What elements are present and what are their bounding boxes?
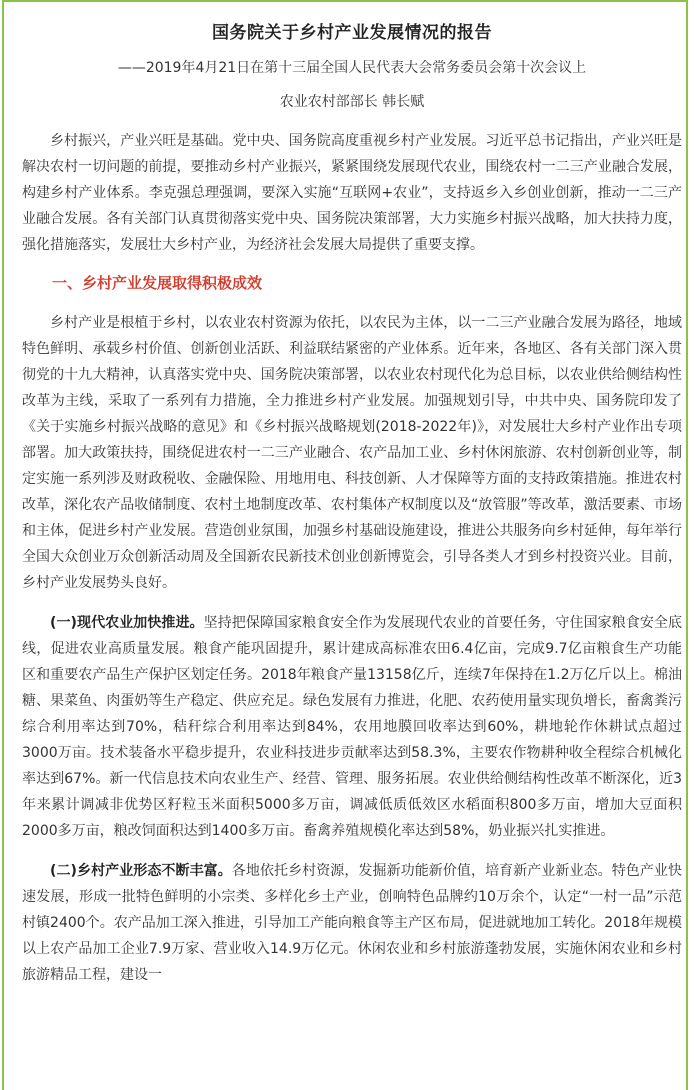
intro-paragraph: 乡村振兴，产业兴旺是基础。党中央、国务院高度重视乡村产业发展。习近平总书记指出，产业兴旺是解决农村一切问题的前提，要推动乡村产业振兴，紧紧围绕发展现代农业，围绕农村一二三产业融合发展，构建乡村产业体系。李克强总理强调，要深入实施“互联网+农业”，支持返乡入乡创业创新，推动一二三产业融合发展。各有关部门认真贯彻落实党中央、国务院决策部署，大力实施乡村振兴战略，加大扶持力度，强化措施落实，发展壮大乡村产业，为经济社会发展大局提供了重要支撑。	[22, 133, 682, 253]
article-subtitle: ——2019年4月21日在第十三届全国人民代表大会常务委员会第十次会议上	[117, 60, 587, 76]
point-body: 坚持把保障国家粮食安全作为发展现代农业的首要任务，守住国家粮食安全底线，促进农业高质量发展。粮食产能巩固提升，累计建成高标准农田6.4亿亩，完成9.7亿亩粮食生产功能区和重要农产品生产保护区划定任务。2018年粮食产量13158亿斤，连续7年保持在1.2万亿斤以上。棉油糖、果菜鱼、肉蛋奶等生产稳定、供应充足。绿色发展有力推进，化肥、农药使用量实现负增长，畜禽粪污综合利用率达到70%，秸秆综合利用率达到84%，农用地膜回收率达到60%，耕地轮作休耕试点超过3000万亩。技术装备水平稳步提升，农业科技进步贡献率达到58.3%，主要农作物耕种收全程综合机械化率达到67%。新一代信息技术向农业生产、经营、管理、服务拓展。农业供给侧结构性改革不断深化，近3年来累计调减非优势区籽粒玉米面积5000多万亩，调减低质低效区水稻面积800多万亩，增加大豆面积2000多万亩，粮改饲面积达到1400多万亩。畜禽养殖规模化率达到58%，奶业振兴扎实推进。	[22, 615, 683, 839]
section-heading: 一、乡村产业发展取得积极成效	[52, 274, 263, 292]
point-paragraph	[22, 610, 682, 844]
point-body: 各地依托乡村资源，发掘新功能新价值，培育新产业新业态。特色产业快速发展，形成一批特色鲜明的小宗类、多样化乡土产业，创响特色品牌约10万余个，认定“一村一品”示范村镇2400个。农产品加工深入推进，引导加工产能向粮食等主产区布局，促进就地加工转化。2018年规模以上农产品加工企业7.9万家、营业收入14.9万亿元。休闲农业和乡村旅游蓬勃发展，实施休闲农业和乡村旅游精品工程，建设一	[22, 863, 683, 983]
section-paragraph: 乡村产业是根植于乡村，以农业农村资源为依托，以农民为主体，以一二三产业融合发展为路径，地域特色鲜明、承载乡村价值、创新创业活跃、利益联结紧密的产业体系。近年来，各地区、各有关部门深入贯彻党的十九大精神，认真落实党中央、国务院决策部署，以农业农村现代化为总目标，以农业供给侧结构性改革为主线，采取了一系列有力措施，全力推进乡村产业发展。加强规划引导，中共中央、国务院印发了《关于实施乡村振兴战略的意见》和《乡村振兴战略规划(2018-2022年)》，对发展壮大乡村产业作出专项部署。加大政策扶持，围绕促进农村一二三产业融合、农产品加工业、乡村休闲旅游、农村创新创业等，制定实施一系列涉及财政税收、金融保险、用地用电、科技创新、人才保障等方面的支持政策措施。推进农村改革，深化农产品收储制度、农村土地制度改革、农村集体产权制度以及“放管服”等改革，激活要素、市场和主体，促进乡村产业发展。营造创业氛围，加强乡村基础设施建设，推进公共服务向乡村延伸，每年举行全国大众创业万众创新活动周及全国新农民新技术创业创新博览会，引导各类人才到乡村投资兴业。目前，乡村产业发展势头良好。	[22, 315, 682, 591]
article-content	[22, 12, 682, 988]
article-frame	[2, 0, 688, 1090]
point-paragraph	[22, 858, 682, 988]
article-title: 国务院关于乡村产业发展情况的报告	[212, 23, 492, 43]
article-author: 农业农村部部长 韩长赋	[279, 94, 425, 110]
point-lead: (二)乡村产业形态不断丰富。	[50, 863, 232, 879]
point-lead: (一)现代农业加快推进。	[50, 615, 204, 631]
